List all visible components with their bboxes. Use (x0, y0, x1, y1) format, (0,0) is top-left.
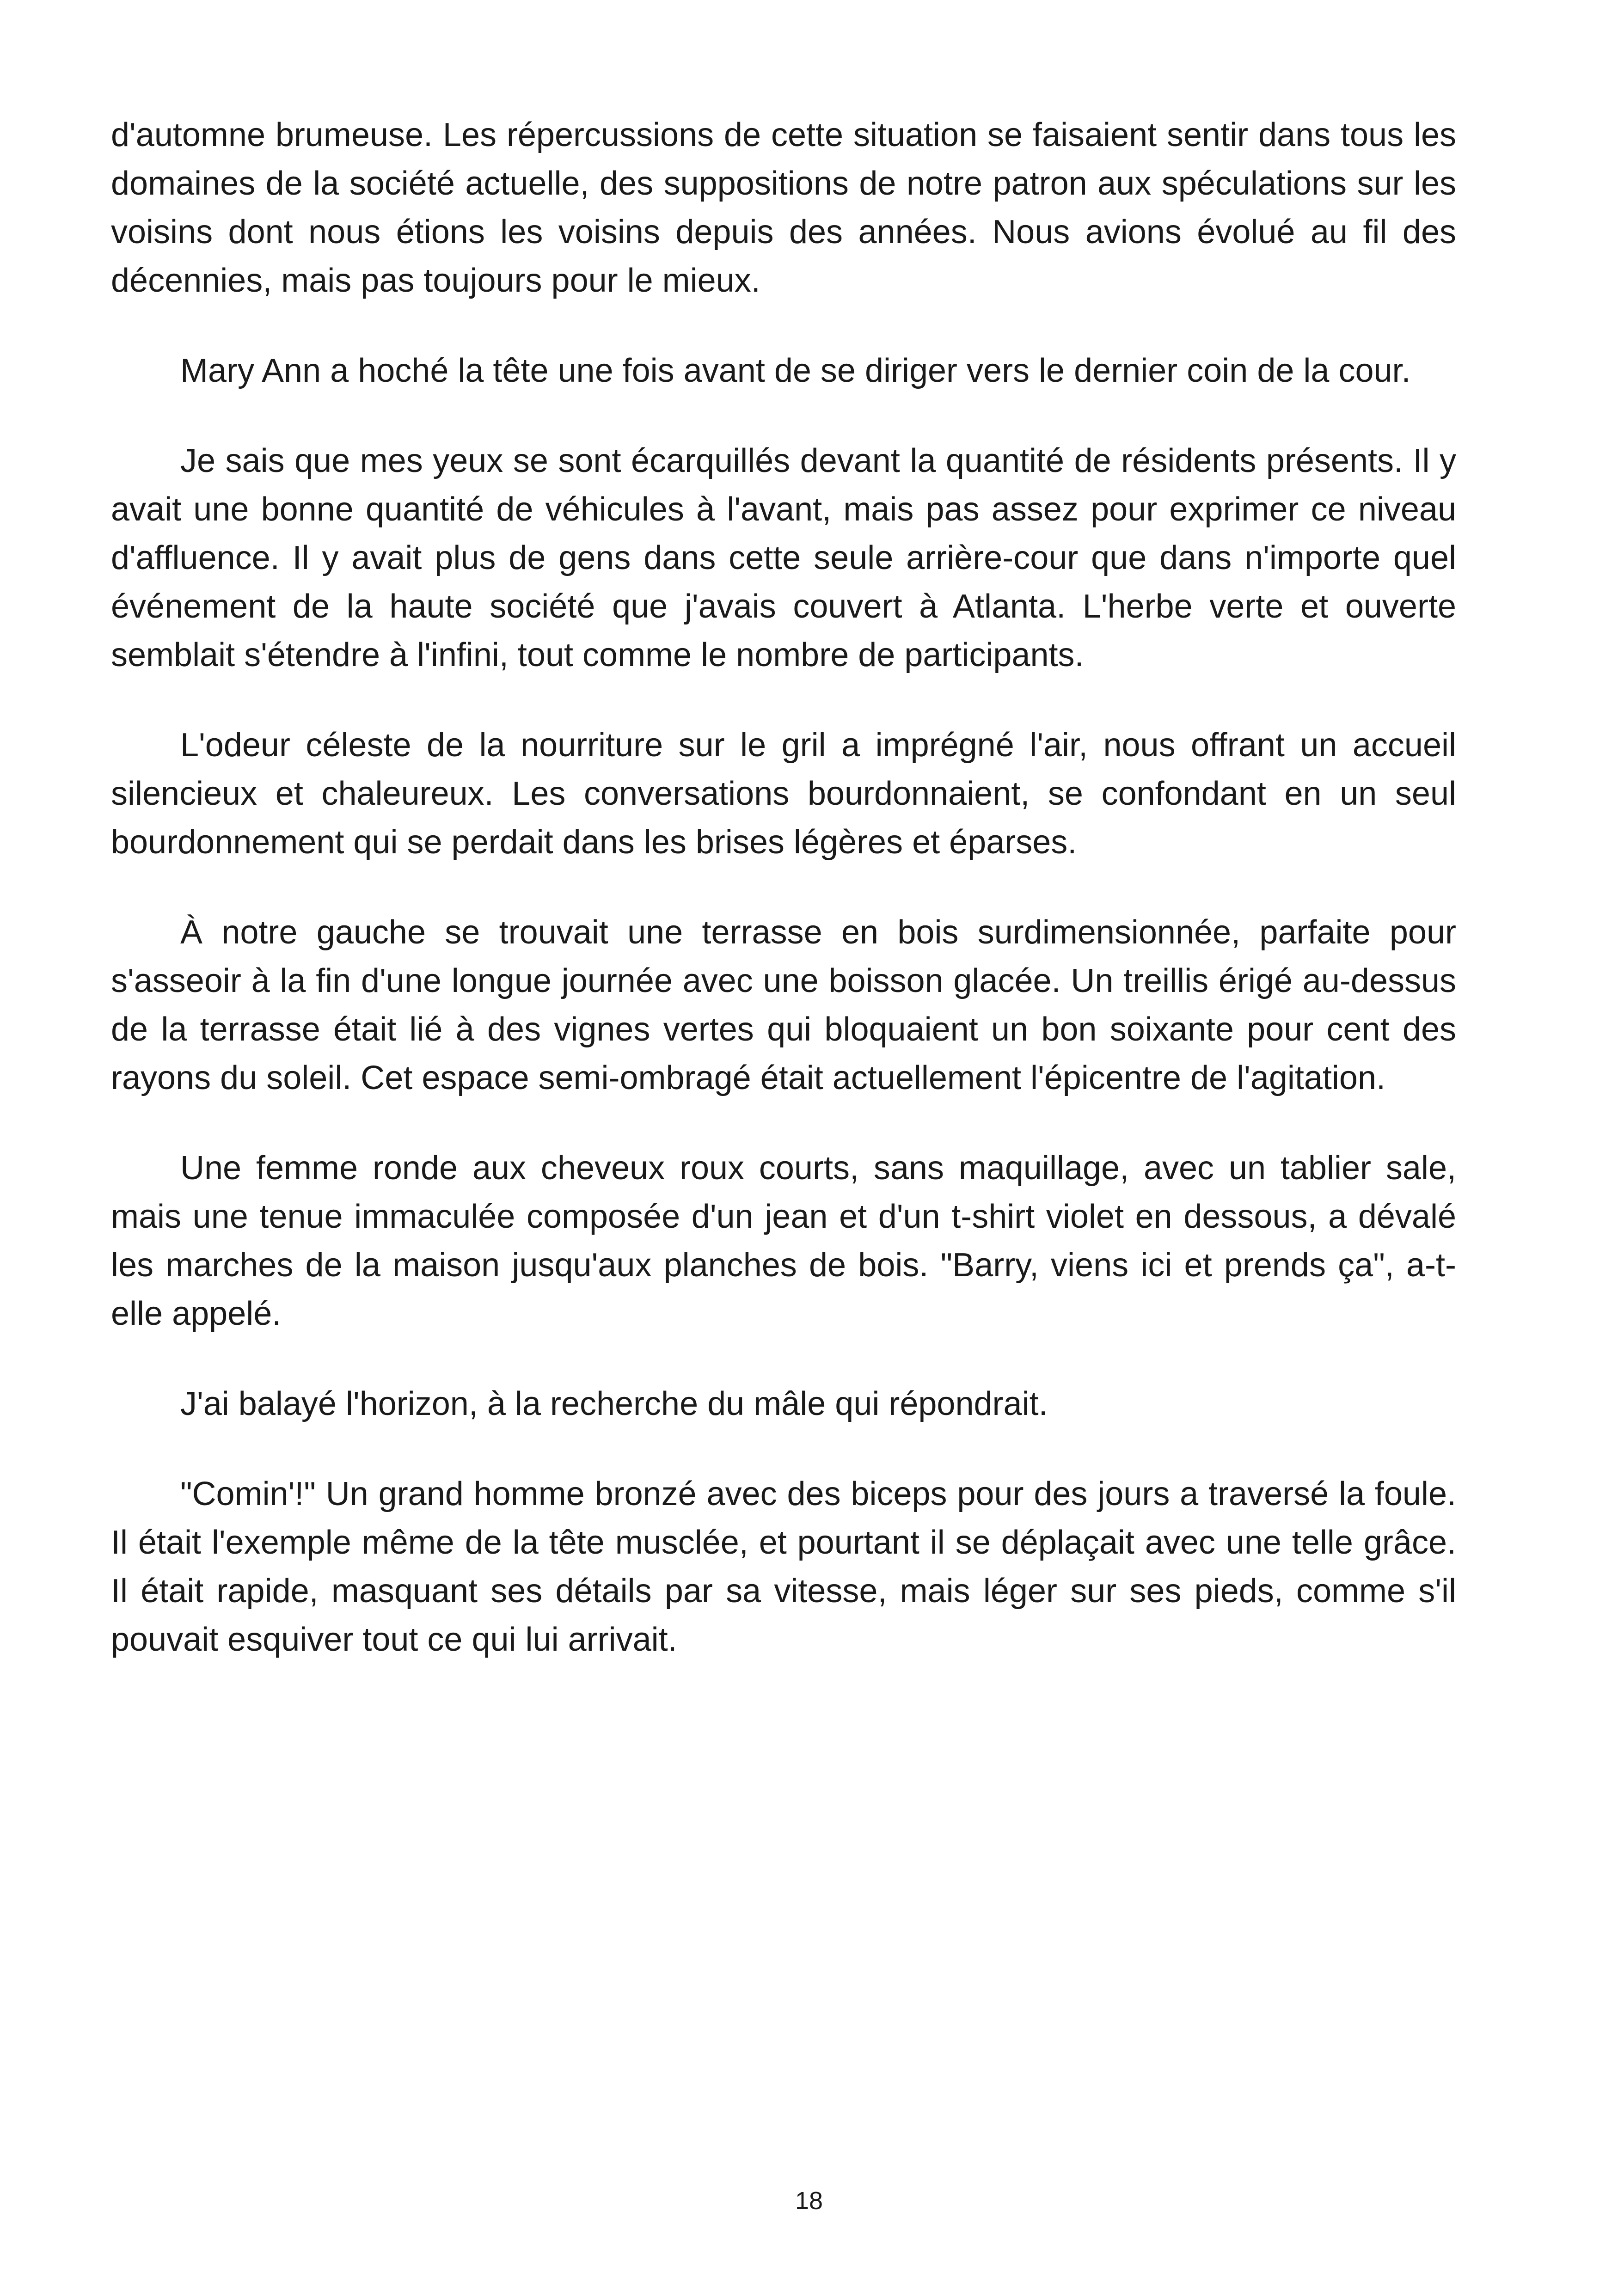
paragraph: Une femme ronde aux cheveux roux courts, sans maquillage, avec un tablier sale, mais une tenue immaculée composée d'un jean et d'un t-shirt violet en dessous, a dévalé les marches de la maison jusqu'aux planches de bois. "Barry, viens ici et prends ça", a-t-elle appelé. (111, 1150, 1456, 1332)
page-number: 18 (795, 2187, 823, 2215)
body-text (111, 111, 1456, 1706)
paragraph: "Comin'!" Un grand homme bronzé avec des biceps pour des jours a traversé la foule. Il était l'exemple même de la tête musclée, et pourtant il se déplaçait avec une telle grâce. Il était rapide, masquant ses détails par sa vitesse, mais léger sur ses pieds, comme s'il pouvait esquiver tout ce qui lui arrivait. (111, 1476, 1456, 1658)
paragraph: Je sais que mes yeux se sont écarquillés devant la quantité de résidents présents. Il y avait une bonne quantité de véhicules à l'avant, mais pas assez pour exprimer ce niveau d'affluence. Il y avait plus de gens dans cette seule arrière-cour que dans n'importe quel événement de la haute société que j'avais couvert à Atlanta. L'herbe verte et ouverte semblait s'étendre à l'infini, tout comme le nombre de participants. (111, 442, 1456, 673)
paragraph: J'ai balayé l'horizon, à la recherche du mâle qui répondrait. (180, 1385, 1048, 1422)
paragraph: À notre gauche se trouvait une terrasse en bois surdimensionnée, parfaite pour s'asseoir à la fin d'une longue journée avec une boisson glacée. Un treillis érigé au-dessus de la terrasse était lié à des vignes vertes qui bloquaient un bon soixante pour cent des rayons du soleil. Cet espace semi-ombragé était actuellement l'épicentre de l'agitation. (111, 914, 1456, 1096)
paragraph: Mary Ann a hoché la tête une fois avant de se diriger vers le dernier coin de la cour. (180, 352, 1411, 389)
paragraph: L'odeur céleste de la nourriture sur le gril a imprégné l'air, nous offrant un accueil silencieux et chaleureux. Les conversations bourdonnaient, se confondant en un seul bourdonnement qui se perdait dans les brises légères et éparses. (111, 727, 1456, 861)
paragraph: d'automne brumeuse. Les répercussions de cette situation se faisaient sentir dans tous les domaines de la société actuelle, des suppositions de notre patron aux spéculations sur les voisins dont nous étions les voisins depuis des années. Nous avions évolué au fil des décennies, mais pas toujours pour le mieux. (111, 116, 1456, 299)
